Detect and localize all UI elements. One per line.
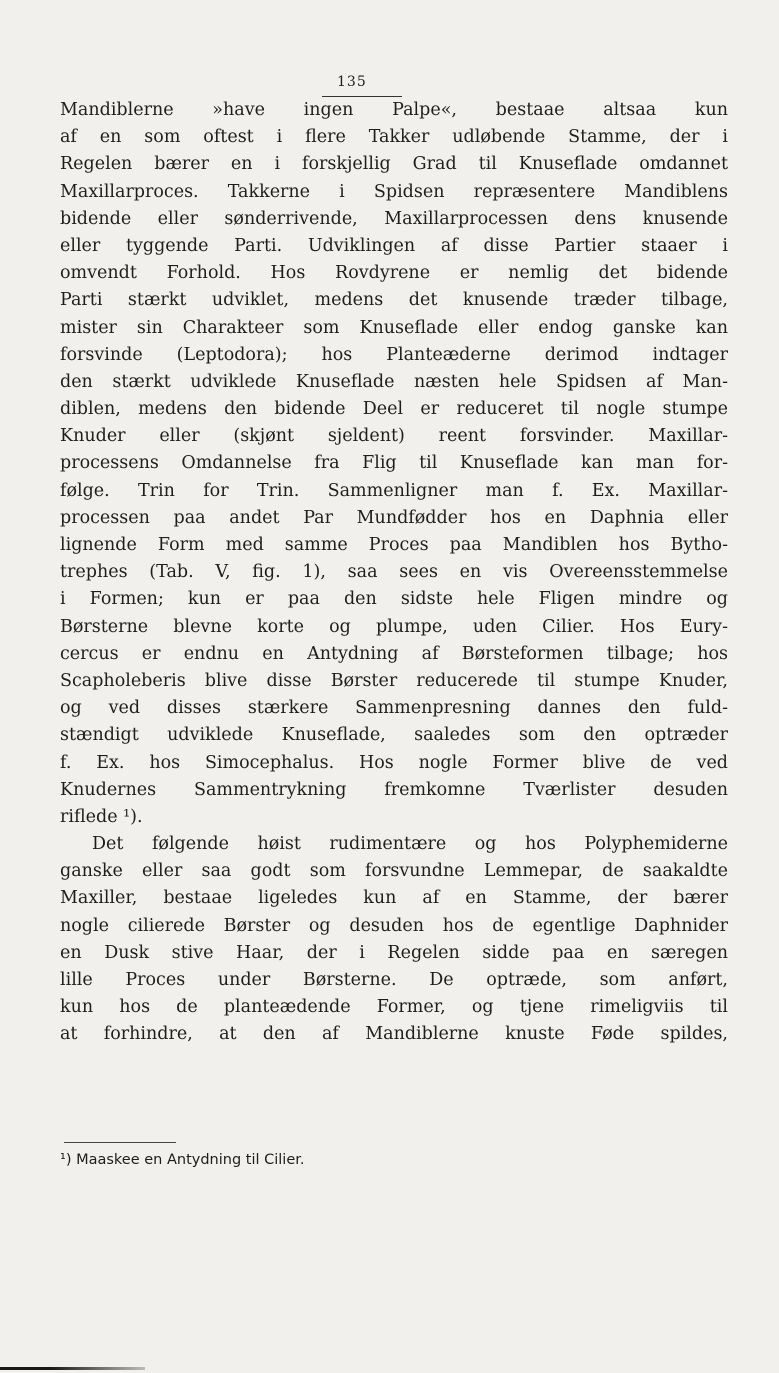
text-line: diblen, medens den bidende Deel er reduceret til nogle stumpe <box>60 399 728 420</box>
text-line: processens Omdannelse fra Flig til Knuseflade kan man for- <box>60 453 728 474</box>
text-line: Det følgende høist rudimentære og hos Polyphemiderne <box>92 834 728 855</box>
text-line: lignende Form med samme Proces paa Mandiblen hos Bytho- <box>60 535 728 555</box>
text-line: eller tyggende Parti. Udviklingen af disse Partier staaer i <box>60 235 728 256</box>
text-line: riflede ¹). <box>60 806 143 827</box>
text-line: Knudernes Sammentrykning fremkomne Tværlister desuden <box>60 779 728 800</box>
text-line: Scapholeberis blive disse Børster reducerede til stumpe Knuder, <box>60 670 728 691</box>
text-line: processen paa andet Par Mundfødder hos en Daphnia eller <box>60 507 728 528</box>
text-line: at forhindre, at den af Mandiblerne knuste Føde spildes, <box>60 1024 728 1045</box>
text-line: nogle cilierede Børster og desuden hos de egentlige Daphnider <box>60 915 728 936</box>
text-line: Børsterne blevne korte og plumpe, uden Cilier. Hos Eury- <box>60 616 728 637</box>
text-line: Maxillarproces. Takkerne i Spidsen repræsentere Mandiblens <box>60 181 728 202</box>
scan-edge-mark <box>0 1367 145 1370</box>
text-line: Regelen bærer en i forskjellig Grad til Knuseflade omdannet <box>60 154 728 175</box>
text-line: cercus er endnu en Antydning af Børsteformen tilbage; hos <box>60 643 728 664</box>
text-line: af en som oftest i flere Takker udløbende Stamme, der i <box>60 127 728 148</box>
text-line: lille Proces under Børsterne. De optræde, som anført, <box>60 970 728 990</box>
footnote: ¹) Maaskee en Antydning til Cilier. <box>60 1152 305 1168</box>
text-line: og ved disses stærkere Sammenpresning dannes den fuld- <box>60 698 728 719</box>
text-line: Parti stærkt udviklet, medens det knusende træder tilbage, <box>60 290 728 311</box>
text-line: kun hos de planteædende Former, og tjene rimeligviis til <box>60 997 728 1018</box>
text-line: bidende eller sønderrivende, Maxillarprocessen dens knusende <box>60 208 728 229</box>
text-line: mister sin Charakteer som Knuseflade eller endog ganske kan <box>60 317 728 338</box>
text-line: Knuder eller (skjønt sjeldent) reent forsvinder. Maxillar- <box>60 426 728 447</box>
text-line: følge. Trin for Trin. Sammenligner man f. Ex. Maxillar- <box>60 480 728 501</box>
text-line: en Dusk stive Haar, der i Regelen sidde paa en særegen <box>60 942 728 963</box>
text-line: Maxiller, bestaae ligeledes kun af en Stamme, der bærer <box>60 888 728 909</box>
text-line: i Formen; kun er paa den sidste hele Fligen mindre og <box>60 589 728 610</box>
footnote-rule <box>64 1142 176 1143</box>
text-line: omvendt Forhold. Hos Rovdyrene er nemlig det bidende <box>60 263 728 284</box>
text-line: Mandiblerne »have ingen Palpe«, bestaae altsaa kun <box>60 100 728 120</box>
text-line: ganske eller saa godt som forsvundne Lemmepar, de saakaldte <box>60 861 728 882</box>
text-line: forsvinde (Leptodora); hos Planteæderne derimod indtager <box>60 344 728 365</box>
body-text <box>60 97 728 1049</box>
page-number: 135 <box>337 74 367 90</box>
text-line: trephes (Tab. V, fig. 1), saa sees en vis Overeensstemmelse <box>60 562 728 583</box>
text-line: f. Ex. hos Simocephalus. Hos nogle Former blive de ved <box>60 752 728 773</box>
text-line: den stærkt udviklede Knuseflade næsten hele Spidsen af Man- <box>60 371 728 392</box>
text-line: stændigt udviklede Knuseflade, saaledes som den optræder <box>60 725 728 746</box>
